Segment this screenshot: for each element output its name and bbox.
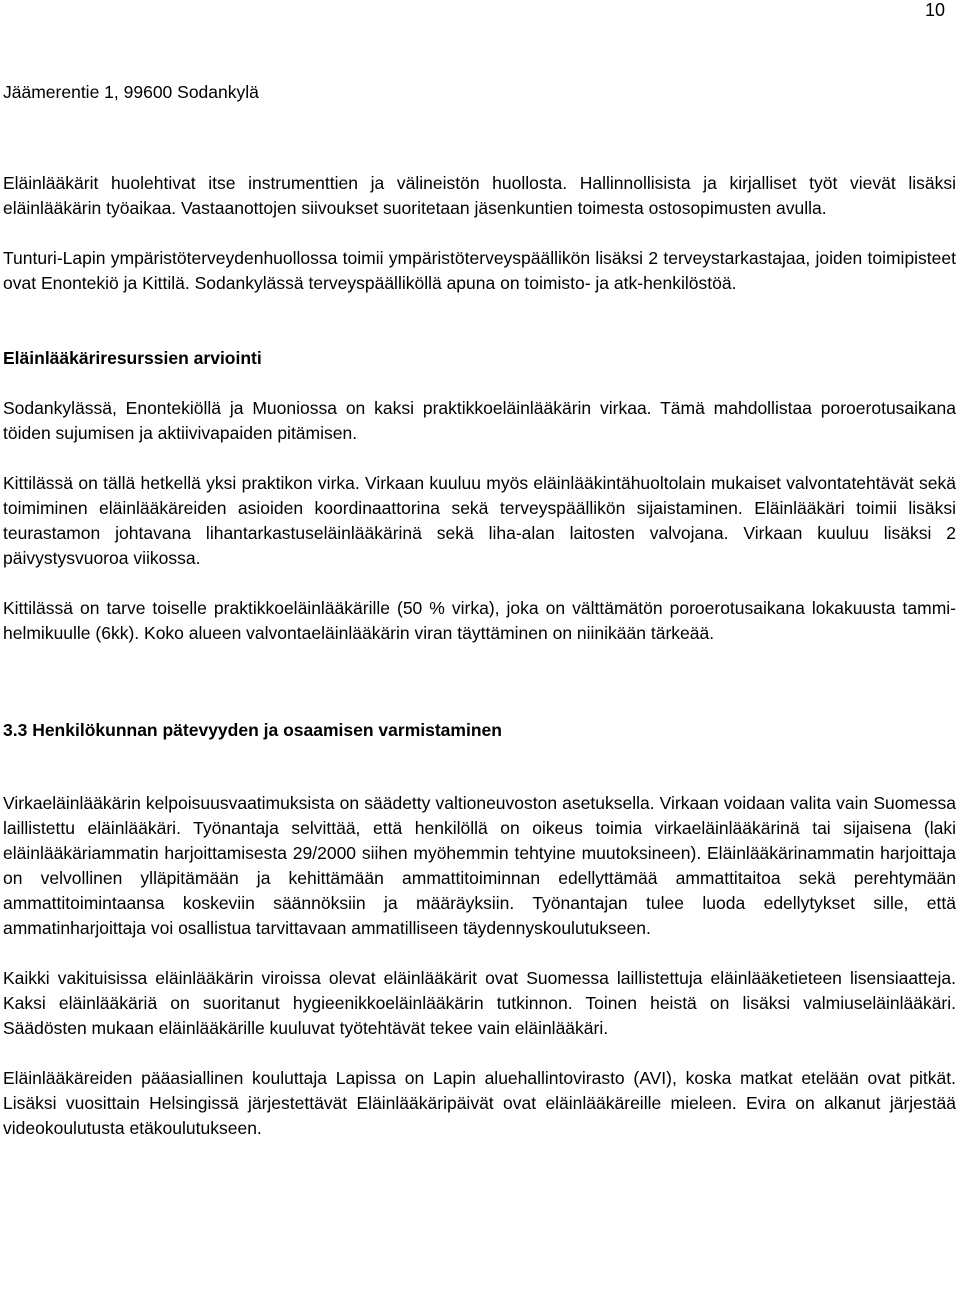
document-body <box>3 80 956 1141</box>
paragraph-kittila-need: Kittilässä on tarve toiselle praktikkoeläinlääkärille (50 % virka), joka on välttämätön poroerotusaikana lokakuusta tammi-helmikuulle (6kk). Koko alueen valvontaeläinlääkärin viran täyttäminen on niinikään tärkeää. <box>3 598 956 643</box>
paragraph-qualifications: Virkaeläinlääkärin kelpoisuusvaatimuksista on säädetty valtioneuvoston asetuksella. Virkaan voidaan valita vain Suomessa laillistettu eläinlääkäri. Työnantaja selvittää, että henkilöllä on oikeus toimia virkaeläinlääkärinä tai sijaisena (laki eläinlääkäriammatin harjoittamisesta 29/2000 siihen myöhemmin tehtyine muutoksineen). Eläinlääkärinammatin harjoittaja on velvollinen ylläpitämään ja kehittämään ammattitoiminnan edellyttämää ammattitaitoa sekä perehtymään ammattitoimintaansa koskeviin säännöksiin ja määräyksiin. Työnantajan tulee luoda edellytykset sille, että ammatinharjoittaja voi osallistua tarvittavaan ammatilliseen täydennyskoulutukseen. <box>3 793 956 938</box>
section-heading: 3.3 Henkilökunnan pätevyyden ja osaamisen varmistaminen <box>3 720 502 740</box>
paragraph-environmental-health: Tunturi-Lapin ympäristöterveydenhuollossa toimii ympäristöterveyspäällikön lisäksi 2 terveystarkastajaa, joiden toimipisteet ovat Enontekiö ja Kittilä. Sodankylässä terveyspäälliköllä apuna on toimisto- ja atk-henkilöstöä. <box>3 248 956 293</box>
paragraph-training: Eläinlääkäreiden pääasiallinen kouluttaja Lapissa on Lapin aluehallintovirasto (AVI), koska matkat etelään ovat pitkät. Lisäksi vuosittain Helsingissä järjestettävät Eläinlääkäripäivät ovat eläinlääkäreille mieleen. Evira on alkanut järjestää videokoulutusta etäkoulutukseen. <box>3 1068 956 1138</box>
paragraph-practitioner-posts: Sodankylässä, Enontekiöllä ja Muoniossa on kaksi praktikkoeläinlääkärin virkaa. Tämä mahdollistaa poroerotusaikana töiden sujumisen ja aktiivivapaiden pitämisen. <box>3 398 956 443</box>
address-line: Jäämerentie 1, 99600 Sodankylä <box>3 82 259 102</box>
page-number: 10 <box>924 0 945 20</box>
heading-resource-assessment: Eläinlääkäriresurssien arviointi <box>3 348 262 368</box>
paragraph-licensed-vets: Kaikki vakituisissa eläinlääkärin viroissa olevat eläinlääkärit ovat Suomessa laillistettuja eläinlääketieteen lisensiaatteja. Kaksi eläinlääkäriä on suoritanut hygieenikkoeläinlääkärin tutkinnon. Toinen heistä on lisäksi valmiuseläinlääkäri. Säädösten mukaan eläinlääkärille kuuluvat työtehtävät tekee vain eläinlääkäri. <box>3 968 956 1038</box>
paragraph-kittila-post: Kittilässä on tällä hetkellä yksi praktikon virka. Virkaan kuuluu myös eläinlääkintähuoltolain mukaiset valvontatehtävät sekä toimiminen eläinlääkäreiden asioiden koordinaattorina sekä terveyspäällikön sijaistaminen. Eläinlääkäri toimii lisäksi teurastamon johtavana lihantarkastuseläinlääkärinä sekä liha-alan laitosten valvojana. Virkaan kuuluu lisäksi 2 päivystysvuoroa viikossa. <box>3 473 956 568</box>
paragraph-maintenance: Eläinlääkärit huolehtivat itse instrumenttien ja välineistön huollosta. Hallinnollisista ja kirjalliset työt vievät lisäksi eläinlääkärin työaikaa. Vastaanottojen siivoukset suoritetaan jäsenkuntien toimesta ostosopimusten avulla. <box>3 173 956 218</box>
